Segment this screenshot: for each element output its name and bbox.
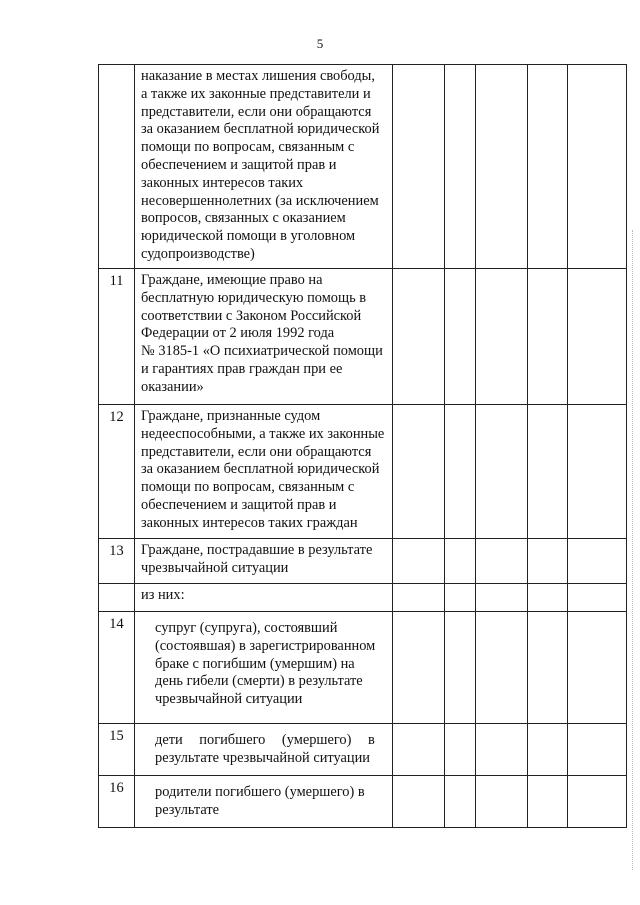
- empty-cell: [445, 584, 476, 612]
- text-line: из них:: [141, 587, 185, 603]
- text-line: бесплатную юридическую помощь в: [141, 289, 367, 306]
- text-line: помощи по вопросам, связанным с: [141, 479, 355, 496]
- text-line: № 3185-1 «О психиатрической помощи: [141, 343, 383, 360]
- text-line: за оказанием бесплатной юридической: [141, 461, 380, 478]
- table-row: [99, 65, 627, 269]
- row-number: [99, 584, 135, 612]
- table-row: [99, 724, 627, 776]
- row-text: [135, 405, 393, 539]
- text-line: представители, если они обращаются: [141, 103, 372, 120]
- text-line: оказании»: [141, 378, 204, 395]
- text-line: а также их законные представители и: [141, 85, 371, 102]
- text-line: законных интересов таких граждан: [141, 514, 358, 531]
- text-line: Граждане, признанные судом: [141, 408, 321, 424]
- row-number: 13: [99, 539, 135, 584]
- text-line: помощи по вопросам, связанным с: [141, 139, 355, 156]
- text-line: обеспечением и защитой прав и: [141, 156, 337, 173]
- empty-cell: [393, 65, 445, 269]
- empty-cell: [528, 65, 568, 269]
- row-text: [135, 612, 393, 724]
- empty-cell: [445, 776, 476, 828]
- text-line: вопросов, связанных с оказанием: [141, 210, 346, 227]
- empty-cell: [568, 405, 627, 539]
- text-line: и гарантиях прав граждан при ее: [141, 360, 343, 377]
- text-line: (состоявшая) в зарегистрированном: [155, 637, 376, 654]
- row-text: [135, 584, 393, 612]
- table-row: [99, 269, 627, 405]
- empty-cell: [568, 612, 627, 724]
- text-line: чрезвычайной ситуации: [141, 559, 289, 576]
- row-number: 11: [99, 269, 135, 405]
- row-number: 12: [99, 405, 135, 539]
- text-line: день гибели (смерти) в результате: [155, 673, 363, 690]
- empty-cell: [476, 65, 528, 269]
- empty-cell: [393, 584, 445, 612]
- text-line: результате: [155, 801, 220, 818]
- empty-cell: [445, 405, 476, 539]
- text-line: Граждане, имеющие право на: [141, 272, 323, 288]
- text-line: обеспечением и защитой прав и: [141, 496, 337, 513]
- empty-cell: [568, 269, 627, 405]
- empty-cell: [445, 612, 476, 724]
- empty-cell: [528, 539, 568, 584]
- empty-cell: [445, 269, 476, 405]
- table-row: [99, 776, 627, 828]
- row-text: [135, 724, 393, 776]
- text-line: недееспособными, а также их законные: [141, 425, 385, 442]
- page-number: 5: [316, 36, 324, 51]
- empty-cell: [568, 724, 627, 776]
- empty-cell: [393, 724, 445, 776]
- row-text: [135, 65, 393, 269]
- row-number: 15: [99, 724, 135, 776]
- empty-cell: [476, 584, 528, 612]
- empty-cell: [528, 724, 568, 776]
- table-row: [99, 539, 627, 584]
- empty-cell: [445, 539, 476, 584]
- empty-cell: [445, 724, 476, 776]
- margin-rule: [632, 230, 633, 870]
- text-word: дети погибшего (умершего) в: [155, 732, 375, 748]
- empty-cell: [528, 269, 568, 405]
- text-line: чрезвычайной ситуации: [155, 691, 303, 708]
- row-number: 14: [99, 612, 135, 724]
- empty-cell: [476, 269, 528, 405]
- empty-cell: [528, 776, 568, 828]
- empty-cell: [568, 65, 627, 269]
- empty-cell: [568, 776, 627, 828]
- empty-cell: [393, 539, 445, 584]
- empty-cell: [393, 405, 445, 539]
- empty-cell: [568, 584, 627, 612]
- text-line: соответствии с Законом Российской: [141, 307, 362, 324]
- text-line: за оказанием бесплатной юридической: [141, 121, 380, 138]
- text-line: родители погибшего (умершего) в: [155, 784, 365, 800]
- document-table: [98, 64, 627, 828]
- text-line: законных интересов таких: [141, 174, 304, 191]
- text-line: [155, 732, 386, 750]
- empty-cell: [393, 612, 445, 724]
- row-text: [135, 539, 393, 584]
- row-number: 16: [99, 776, 135, 828]
- text-line: судопроизводстве): [141, 245, 255, 262]
- empty-cell: [568, 539, 627, 584]
- text-line: супруг (супруга), состоявший: [155, 620, 338, 636]
- text-line: несовершеннолетних (за исключением: [141, 192, 379, 209]
- row-text: [135, 776, 393, 828]
- text-line: результате чрезвычайной ситуации: [155, 749, 371, 766]
- empty-cell: [476, 405, 528, 539]
- text-line: представители, если они обращаются: [141, 443, 372, 460]
- row-number: [99, 65, 135, 269]
- empty-cell: [476, 724, 528, 776]
- empty-cell: [393, 776, 445, 828]
- row-text: [135, 269, 393, 405]
- empty-cell: [476, 612, 528, 724]
- table-row: [99, 612, 627, 724]
- table-row: [99, 405, 627, 539]
- empty-cell: [528, 584, 568, 612]
- text-line: браке с погибшим (умершим) на: [155, 655, 355, 672]
- text-line: наказание в местах лишения свободы,: [141, 68, 375, 84]
- text-line: Граждане, пострадавшие в результате: [141, 542, 373, 558]
- empty-cell: [476, 776, 528, 828]
- empty-cell: [528, 405, 568, 539]
- empty-cell: [528, 612, 568, 724]
- text-line: юридической помощи в уголовном: [141, 228, 356, 245]
- text-line: Федерации от 2 июля 1992 года: [141, 325, 335, 342]
- empty-cell: [476, 539, 528, 584]
- table-row: [99, 584, 627, 612]
- empty-cell: [445, 65, 476, 269]
- empty-cell: [393, 269, 445, 405]
